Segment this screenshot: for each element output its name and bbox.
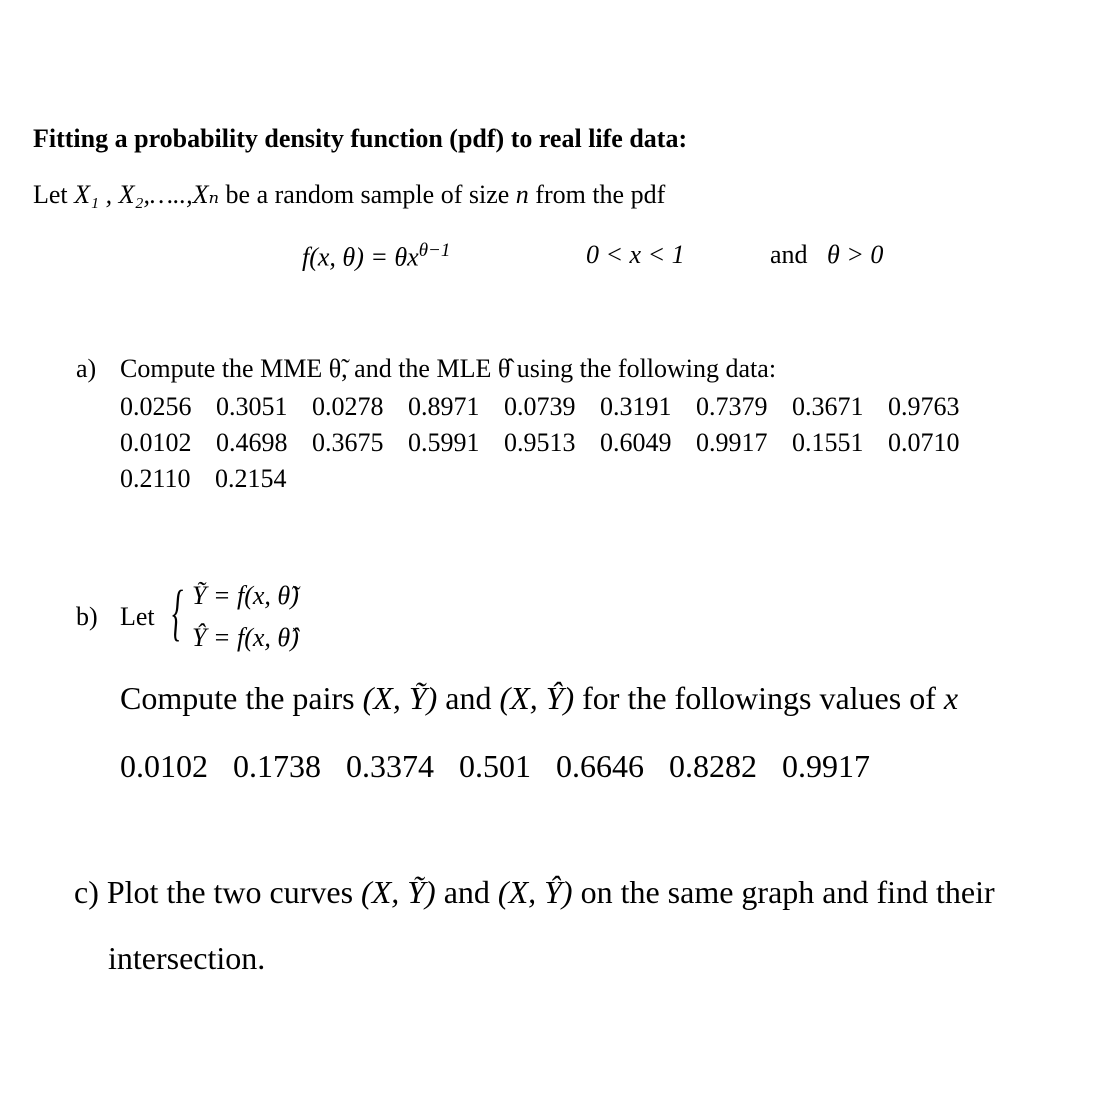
equation-tilde: Ỹ = f(x, θ̃) [192, 581, 299, 610]
x-value: 0.6646 [556, 748, 644, 784]
data-value: 0.0739 [504, 392, 576, 421]
data-value: 0.4698 [216, 428, 288, 457]
x-value: 0.9917 [782, 748, 870, 784]
data-value: 0.0102 [120, 428, 192, 457]
pairs-prefix: Compute the pairs [120, 680, 355, 716]
data-value: 0.1551 [792, 428, 864, 457]
data-row-1 [120, 392, 984, 422]
intro-n: n [515, 180, 529, 209]
part-a-text: Compute the MME θ̃, and the MLE θ̂ using the following data: [120, 354, 777, 383]
pdf-formula [302, 240, 450, 273]
data-value: 0.9513 [504, 428, 576, 457]
pair-tilde: (X, Ỹ) [362, 680, 438, 716]
part-c-pair-tilde: (X, Ỹ) [361, 874, 436, 910]
part-b-pairs-sentence [120, 680, 958, 717]
x-value: 0.8282 [669, 748, 757, 784]
intro-vars: X₁ , X₂,…..,Xₙ [74, 180, 220, 209]
problem-title: Fitting a probability density function (pdf) to real life data: [33, 124, 688, 153]
part-c-pair-hat: (X, Ŷ) [497, 874, 573, 910]
data-row-2 [120, 428, 984, 458]
pdf-formula-base: f(x, θ) = θx [302, 242, 419, 272]
data-value: 0.0256 [120, 392, 192, 421]
data-row-3 [120, 464, 311, 494]
intro-sentence [33, 180, 665, 210]
intro-suffix-1: be a random sample of size [225, 180, 510, 209]
part-c-label: c) [74, 874, 99, 910]
data-value: 0.8971 [408, 392, 480, 421]
x-value: 0.1738 [233, 748, 321, 784]
data-value: 0.9763 [888, 392, 960, 421]
x-variable: x [943, 680, 959, 716]
data-value: 0.3671 [792, 392, 864, 421]
pdf-condition [770, 240, 883, 270]
data-value: 0.0710 [888, 428, 960, 457]
pdf-and: and [770, 240, 808, 269]
pdf-domain: 0 < x < 1 [586, 240, 685, 269]
part-c-and: and [443, 874, 490, 910]
data-value: 0.3191 [600, 392, 672, 421]
data-value: 0.5991 [408, 428, 480, 457]
pair-hat: (X, Ŷ) [499, 680, 575, 716]
data-value: 0.2110 [120, 464, 191, 493]
left-brace-icon: { [172, 579, 184, 647]
pairs-and: and [445, 680, 492, 716]
part-a-label: a) [76, 354, 97, 383]
part-c-prefix: Plot the two curves [106, 874, 354, 910]
part-c-suffix: on the same graph and find their [580, 874, 995, 910]
data-value: 0.9917 [696, 428, 768, 457]
part-b-let: Let [120, 602, 155, 631]
intro-prefix: Let [33, 180, 68, 209]
equation-hat: Ŷ = f(x, θ̂) [192, 623, 299, 652]
pairs-suffix: for the followings values of [582, 680, 936, 716]
part-c-continuation: intersection. [108, 940, 266, 976]
part-b-label: b) [76, 602, 98, 631]
data-value: 0.2154 [215, 464, 287, 493]
data-value: 0.7379 [696, 392, 768, 421]
data-value: 0.3051 [216, 392, 288, 421]
x-value: 0.501 [459, 748, 531, 784]
intro-suffix-2: from the pdf [535, 180, 666, 209]
pdf-exponent: θ−1 [418, 240, 451, 261]
data-value: 0.0278 [312, 392, 384, 421]
data-value: 0.6049 [600, 428, 672, 457]
x-value: 0.3374 [346, 748, 434, 784]
data-value: 0.3675 [312, 428, 384, 457]
pdf-param-condition: θ > 0 [827, 240, 884, 269]
part-c-sentence [74, 874, 995, 911]
x-value: 0.0102 [120, 748, 208, 784]
x-values-row [120, 748, 895, 785]
